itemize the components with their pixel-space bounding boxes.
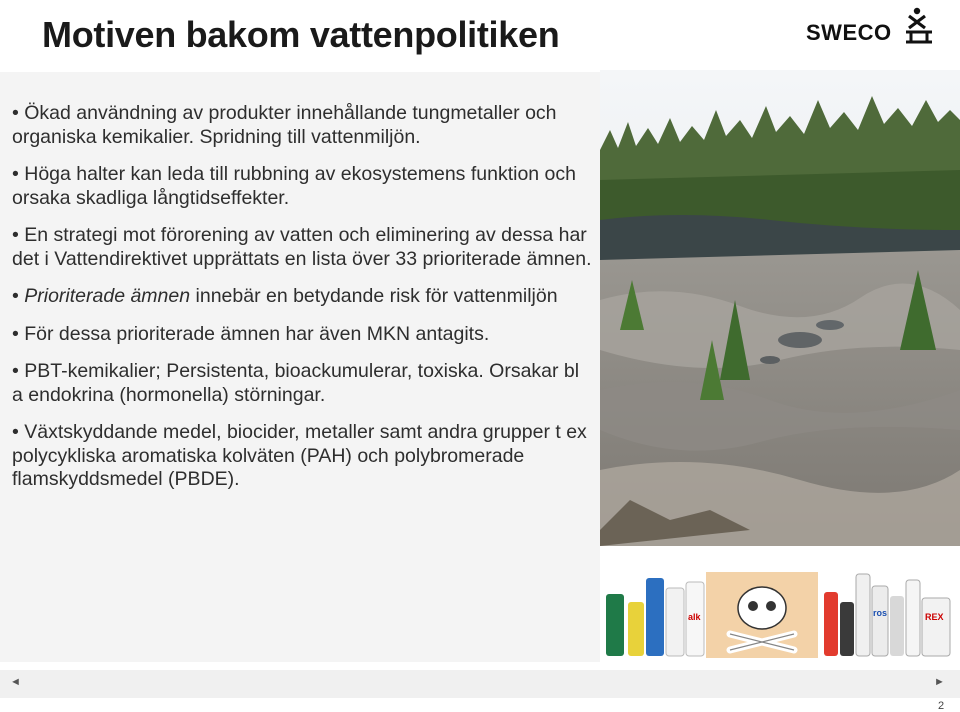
bullet-item: • Växtskyddande medel, biocider, metaller samt andra grupper t ex polycykliska aromatiska kolväten (PAH) och polybromerade flamskyddsmedel (PBDE). [12,421,587,490]
bullet-item: • Ökad användning av produkter innehållande tungmetaller och organiska kemikalier. Spridning till vattenmiljön. [12,102,557,148]
next-slide-icon[interactable]: ► [934,676,945,688]
bullet-item: • Prioriterade ämnen innebär en betydande risk för vattenmiljön [12,285,558,307]
product-label-rex: REX [925,612,944,622]
bullet-item: • För dessa prioriterade ämnen har även MKN antagits. [12,322,490,345]
bullet-item: • PBT-kemikalier; Persistenta, bioackumulerar, toxiska. Orsakar bl a endokrina (hormonella) störningar. [12,360,580,406]
chemical-products-photo [600,570,956,660]
slide-title: Motiven bakom vattenpolitiken [42,14,560,55]
product-label-ros: ros [873,608,888,618]
landscape-photo [600,70,960,546]
sweco-logo [806,6,936,50]
sweco-emblem-icon [902,6,936,46]
navigation-bar [0,670,960,698]
previous-slide-icon[interactable]: ◄ [10,676,21,688]
product-label-alk: alk [688,612,701,622]
bullet-list [12,102,592,506]
page-number: 2 [938,700,945,712]
bullet-item: • En strategi mot förorening av vatten och eliminering av dessa har det i Vattendirektivet upprättats en lista över 33 prioriterade ämnen. [12,224,592,270]
logo-text: SWECO [806,20,892,45]
bullet-item: • Höga halter kan leda till rubbning av ekosystemens funktion och orsaka skadliga långtidseffekter. [12,163,576,209]
